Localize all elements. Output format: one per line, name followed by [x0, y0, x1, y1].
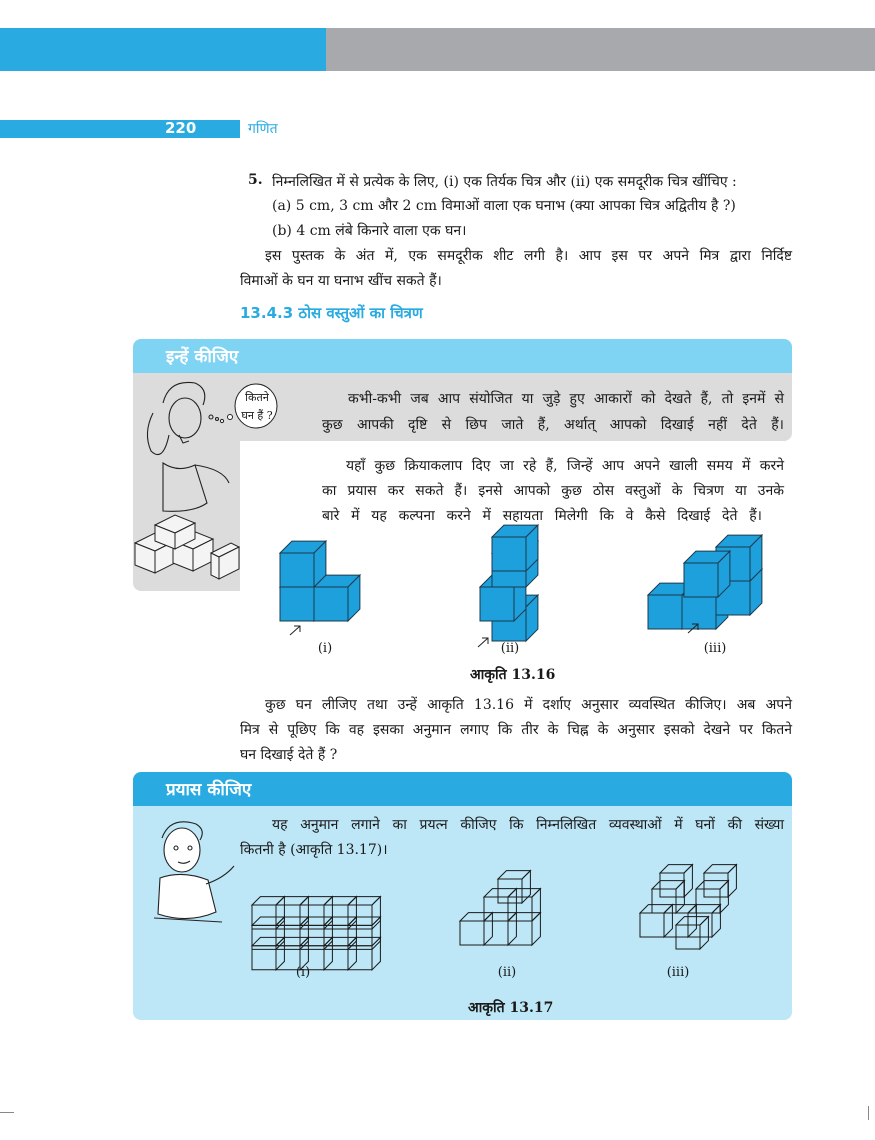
- pondering-person-illustration: [140, 812, 240, 932]
- fig1317-ii-cube: [498, 871, 530, 903]
- try-these-title: प्रयास कीजिए: [166, 780, 252, 800]
- question-para-line2: विमाओं के घन या घनाभ खींच सकते हैं।: [240, 273, 442, 289]
- fig1316-label-iii: (iii): [703, 641, 727, 656]
- do-this-gray-line2: कुछ आपकी दृष्टि से छिप जाते हैं, अर्थात् आपको दिखाई नहीं देते हैं।: [322, 417, 784, 433]
- speech-bubble-text: [238, 389, 276, 425]
- figure-13-16: [270, 535, 790, 645]
- crop-mark-right: [868, 1106, 869, 1120]
- fig1317-label-iii: (iii): [666, 965, 690, 980]
- speech-bubble-line2: घन हैं ?: [241, 409, 273, 422]
- header-band-gray: [326, 28, 875, 71]
- try-these-line1: यह अनुमान लगाने का प्रयत्न कीजिए कि निम्नलिखित व्यवस्थाओं में घनों की संख्या: [272, 817, 784, 833]
- question-item-b: (b) 4 cm लंबे किनारे वाला एक घन।: [272, 223, 467, 239]
- page-number: 220: [165, 119, 197, 137]
- fig1317-label-ii: (ii): [497, 965, 517, 980]
- try-these-line2: कितनी है (आकृति 13.17)।: [240, 842, 388, 858]
- thinking-person-illustration: [133, 373, 240, 591]
- fig1316-ii-arrow: [478, 638, 488, 647]
- speech-bubble-line1: कितने: [245, 391, 269, 404]
- fig1316-i-arrow: [290, 626, 300, 635]
- fig1316-label-ii: (ii): [500, 641, 520, 656]
- fig1317-label-i: (i): [295, 965, 311, 980]
- fig1316-iii-cube: [684, 551, 730, 597]
- question-para-line1: इस पुस्तक के अंत में, एक समदूरीक शीट लगी है। आप इस पर अपने मित्र द्वारा निर्दिष्ट: [265, 248, 792, 264]
- fig1316-caption: आकृति 13.16: [470, 667, 556, 683]
- fig1316-ii-cube: [492, 525, 538, 571]
- figure-13-17: [240, 865, 760, 960]
- question-item-a: (a) 5 cm, 3 cm और 2 cm विमाओं वाला एक घनाभ (क्या आपका चित्र अद्वितीय है ?): [272, 198, 736, 214]
- fig1316-i-cube: [280, 541, 326, 587]
- question-prompt: निम्नलिखित में से प्रत्येक के लिए, (i) एक तिर्यक चित्र और (ii) एक समदूरीक चित्र खींचिए :: [272, 174, 737, 190]
- question-number: 5.: [248, 172, 263, 188]
- do-this-title: इन्हें कीजिए: [166, 347, 239, 367]
- subject-title: गणित: [248, 121, 278, 137]
- after-para-line1: कुछ घन लीजिए तथा उन्हें आकृति 13.16 में दर्शाए अनुसार व्यवस्थित कीजिए। अब अपने: [265, 697, 792, 713]
- section-heading: 13.4.3 ठोस वस्तुओं का चित्रण: [240, 304, 423, 322]
- after-para-line2: मित्र से पूछिए कि वह इसका अनुमान लगाए कि तीर के चिह्न के अनुसार इसको देखने पर कितने: [240, 722, 792, 738]
- crop-mark-left: [0, 1112, 14, 1113]
- do-this-para-line2: का प्रयास कर सकते हैं। इनसे आपको कुछ ठोस वस्तुओं के चित्रण या उनके: [322, 483, 784, 499]
- do-this-para-line3: बारे में यह कल्पना करने में सहायता मिलेगी कि वे कैसे दिखाई देते हैं।: [322, 508, 762, 524]
- do-this-para-line1: यहाँ कुछ क्रियाकलाप दिए जा रहे हैं, जिन्हें आप अपने खाली समय में करने: [346, 458, 784, 474]
- fig1316-i-cube: [314, 575, 360, 621]
- do-this-gray-line1: कभी-कभी जब आप संयोजित या जुड़े हुए आकारों को देखते हैं, तो इनमें से: [348, 391, 784, 407]
- after-para-line3: घन दिखाई देते हैं ?: [240, 747, 338, 763]
- fig1317-caption: आकृति 13.17: [468, 1000, 554, 1016]
- header-band-blue: [0, 28, 326, 71]
- fig1316-label-i: (i): [317, 641, 333, 656]
